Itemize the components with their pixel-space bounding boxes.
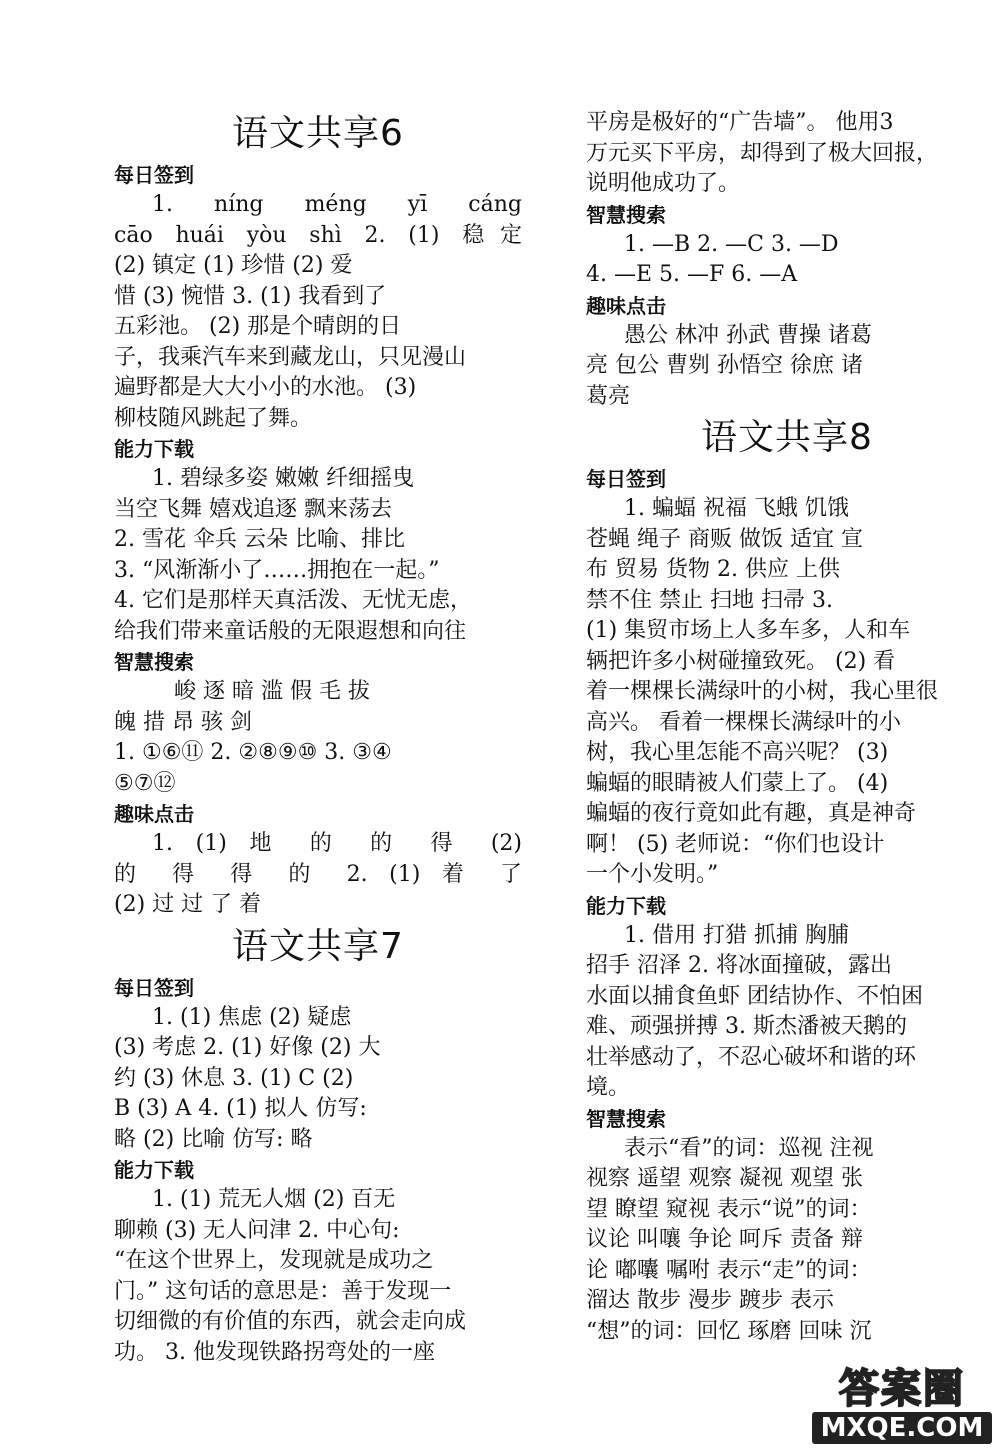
- subsection-label: 智慧搜索: [586, 202, 666, 227]
- answer-line: 高兴。 看着一棵棵长满绿叶的小: [586, 709, 901, 735]
- answer-line: 议论 叫嚷 争论 呵斥 责备 辩: [586, 1227, 863, 1252]
- answer-line: 遍野都是大大小小的水池。 (3): [114, 375, 417, 400]
- answer-line: 1. (1) 焦虑 (2) 疑虑: [152, 1004, 352, 1030]
- answer-line: 当空飞舞 嬉戏追逐 飘来荡去: [114, 496, 392, 522]
- site-watermark-logo: [812, 1356, 992, 1446]
- answer-line: 1. —B 2. —C 3. —D: [624, 231, 839, 257]
- answer-line: 切细微的有价值的东西，就会走向成: [114, 1309, 467, 1334]
- answer-line: 啊！ (5) 老师说：“你们也设计: [586, 831, 885, 857]
- answer-line: 难、顽强拼搏 3. 斯杰潘被天鹅的: [586, 1014, 907, 1039]
- answer-line: 1. 借用 打猎 抓捕 胸脯: [624, 922, 849, 948]
- answer-line: 布 贸易 货物 2. 供应 上供: [586, 557, 840, 582]
- answer-line: 论 嘟囔 嘱咐 表示“走”的词：: [586, 1257, 872, 1283]
- answer-line: 1. (1) 荒无人烟 (2) 百无: [152, 1187, 396, 1212]
- answer-line: 略 (2) 比喻 仿写: 略: [114, 1126, 313, 1152]
- answer-line: 1. 碧绿多姿 嫩嫩 纤细摇曳: [152, 466, 414, 491]
- answer-line: 魄 措 昂 骇 剑: [114, 709, 252, 735]
- answer-line: 惜 (3) 惋惜 3. (1) 我看到了: [114, 283, 387, 309]
- subsection-label: 智慧搜索: [114, 650, 194, 674]
- answer-line: 峻 逐 暗 滥 假 毛 拔: [174, 679, 370, 704]
- answer-line: cāo huái yòu shì 2. (1) 稳定: [114, 222, 522, 248]
- answer-line: 溜达 散步 漫步 踱步 表示: [586, 1288, 834, 1313]
- subsection-label: 智慧搜索: [586, 1106, 666, 1131]
- answer-line: “想”的词：回忆 琢磨 回味 沉: [586, 1318, 872, 1344]
- watermark-top-text: 答案圈: [839, 1365, 965, 1412]
- subsection-label: 趣味点击: [586, 293, 666, 318]
- answer-line: 聊赖 (3) 无人问津 2. 中心句:: [114, 1217, 400, 1243]
- answer-line: 子，我乘汽车来到藏龙山，只见漫山: [114, 344, 467, 370]
- answer-line: (2) 过 过 了 着: [114, 892, 262, 917]
- watermark-bottom-text: MXQE.COM: [812, 1412, 992, 1444]
- answer-line: 壮举感动了，不忍心破坏和谐的环: [586, 1044, 917, 1070]
- answer-line: (2) 镇定 (1) 珍惜 (2) 爱: [114, 253, 353, 278]
- answer-line: 望 瞭望 窥视 表示“说”的词：: [586, 1196, 872, 1222]
- answer-line: 约 (3) 休息 3. (1) C (2): [114, 1065, 354, 1091]
- subsection-label: 每日签到: [114, 975, 194, 1000]
- answer-line: 境。: [586, 1075, 631, 1100]
- answer-line: 辆把许多小树碰撞致死。 (2) 看: [586, 648, 896, 674]
- answer-line: 一个小发明。”: [586, 862, 719, 887]
- right-column: [586, 108, 988, 1347]
- answer-line: 4. 它们是那样天真活泼、无忧无虑，: [114, 588, 472, 613]
- answer-line: 1. níng méng yī cáng: [152, 192, 522, 217]
- answer-line: 1. 蝙蝠 祝福 飞蛾 饥饿: [624, 496, 849, 521]
- answer-line: 苍蝇 绳子 商贩 做饭 适宜 宣: [586, 526, 863, 552]
- subsection-label: 能力下载: [114, 437, 194, 461]
- subsection-label: 能力下载: [586, 893, 666, 918]
- answer-line: 视察 遥望 观察 凝视 观望 张: [586, 1166, 863, 1191]
- subsection-label: 能力下载: [114, 1158, 194, 1182]
- subsection-label: 趣味点击: [114, 802, 194, 826]
- answer-line: 给我们带来童话般的无限遐想和向往: [114, 618, 467, 644]
- section-heading: 语文共享7: [232, 925, 404, 967]
- answer-line: 招手 沼泽 2. 将冰面撞破，露出: [586, 953, 892, 978]
- left-column: [114, 108, 522, 1368]
- answer-line: 3. “风渐渐小了……拥抱在一起。”: [114, 557, 440, 583]
- answer-line: 的 得 得 的 2. (1) 着 了: [114, 861, 522, 887]
- answer-line: 水面以捕食鱼虾 团结协作、不怕困: [586, 983, 923, 1009]
- answer-line: 平房是极好的“广告墙”。 他用3: [586, 110, 894, 135]
- answer-line: ⑤⑦⑫: [114, 770, 176, 796]
- section-heading: 语文共享6: [232, 113, 404, 154]
- answer-line: “在这个世界上，发现就是成功之: [114, 1248, 434, 1273]
- answer-line: 蝙蝠的夜行竟如此有趣，真是神奇: [586, 801, 917, 826]
- answer-line: 说明他成功了。: [586, 171, 741, 196]
- answer-line: 1. (1) 地 的 的 得 (2): [152, 831, 522, 856]
- answer-line: (3) 考虑 2. (1) 好像 (2) 大: [114, 1035, 381, 1060]
- answer-line: 柳枝随风跳起了舞。: [114, 405, 313, 431]
- answer-line: 表示“看”的词：巡视 注视: [624, 1135, 874, 1161]
- answer-line: 树，我心里怎能不高兴呢？ (3): [586, 740, 889, 765]
- subsection-label: 每日签到: [114, 163, 194, 187]
- answer-line: 门。” 这句话的意思是：善于发现一: [114, 1278, 452, 1304]
- answer-line: 葛亮: [586, 383, 631, 409]
- answer-line: 蝙蝠的眼睛被人们蒙上了。 (4): [586, 770, 889, 796]
- answer-line: 1. ①⑥⑪ 2. ②⑧⑨⑩ 3. ③④: [114, 740, 392, 765]
- answer-line: 4. —E 5. —F 6. —A: [586, 262, 798, 287]
- answer-line: 2. 雪花 伞兵 云朵 比喻、排比: [114, 527, 405, 552]
- answer-line: (1) 集贸市场上人多车多，人和车: [586, 618, 911, 643]
- answer-line: B (3) A 4. (1) 拟人 仿写:: [114, 1096, 367, 1121]
- subsection-label: 每日签到: [586, 467, 666, 491]
- answer-line: 愚公 林冲 孙武 曹操 诸葛: [624, 322, 872, 348]
- answer-line: 功。 3. 他发现铁路拐弯处的一座: [114, 1339, 435, 1365]
- answer-line: 五彩池。 (2) 那是个晴朗的日: [114, 314, 402, 339]
- answer-line: 禁不住 禁止 扫地 扫帚 3.: [586, 587, 833, 613]
- section-heading: 语文共享8: [701, 417, 873, 458]
- answer-line: 着一棵棵长满绿叶的小树，我心里很: [586, 679, 939, 704]
- answer-line: 亮 包公 曹刿 孙悟空 徐庶 诸: [586, 353, 863, 378]
- answer-line: 万元买下平房，却得到了极大回报，: [586, 140, 939, 166]
